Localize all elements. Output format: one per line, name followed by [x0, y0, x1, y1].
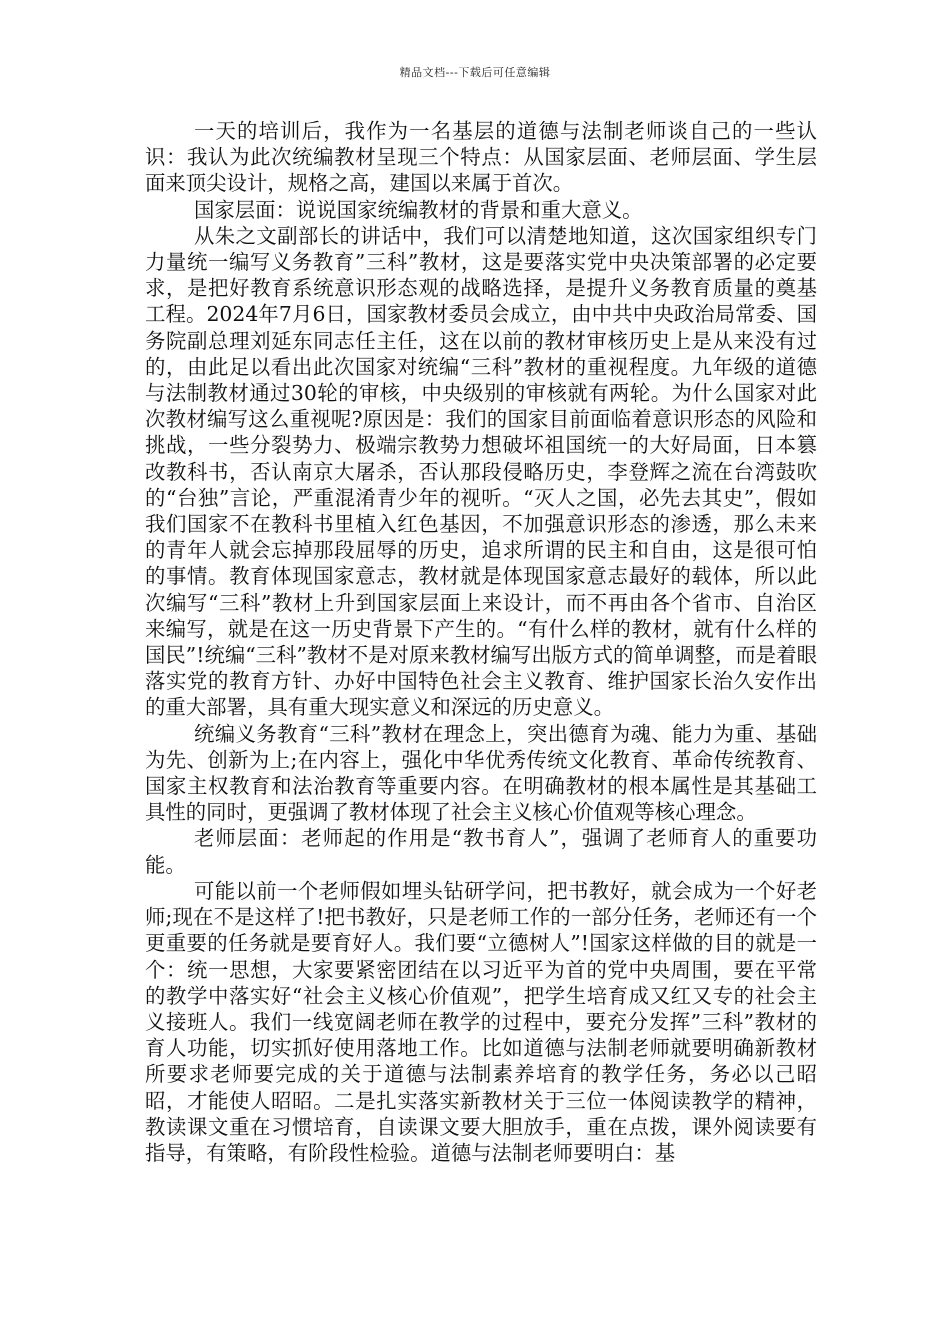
paragraph-national-heading: 国家层面：说说国家统编教材的背景和重大意义。 — [193, 197, 643, 222]
paragraph-national-background: 从朱之文副部长的讲话中，我们可以清楚地知道，这次国家组织专门力量统一编写义务教育”三科”教材，这是要落实党中央决策部署的必定要求，是把好教育系统意识形态观的战略选择，是提升义务教育质量的奠基工程。2024年7月6日，国家教材委员会成立，由中共中央政治局常委、国务院副总理刘延东同志任主任，这在以前的教材审核历史上是从来没有过的，由此足以看出此次国家对统编“三科”教材的重视程度。九年级的道德与法制教材通过30轮的审核，中央级别的审核就有两轮。为什么国家对此次教材编写这么重视呢?原因是：我们的国家目前面临着意识形态的风险和挑战，一些分裂势力、极端宗教势力想破坏祖国统一的大好局面，日本篡改教科书，否认南京大屠杀，否认那段侵略历史，李登辉之流在台湾鼓吹的“台独”言论，严重混淆青少年的视听。“灭人之国，必先去其史”，假如我们国家不在教科书里植入红色基因，不加强意识形态的渗透，那么未来的青年人就会忘掉那段屈辱的历史，追求所谓的民主和自由，这是很可怕的事情。教育体现国家意志，教材就是体现国家意志最好的载体，所以此次编写“三科”教材上升到国家层面上来设计，而不再由各个省市、自治区来编写，就是在这一历史背景下产生的。“有什么样的教材，就有什么样的国民”!统编“三科”教材不是对原来教材编写出版方式的简单调整，而是着眼落实党的教育方针、办好中国特色社会主义教育、维护国家长治久安作出的重大部署，具有重大现实意义和深远的历史意义。 — [145, 223, 817, 720]
document-body — [145, 118, 817, 1166]
paragraph-teacher-heading: 老师层面：老师起的作用是“教书育人”，强调了老师育人的重要功能。 — [145, 826, 817, 877]
paragraph-teacher-role: 可能以前一个老师假如埋头钻研学问，把书教好，就会成为一个好老师;现在不是这样了!把书教好，只是老师工作的一部分任务，老师还有一个更重要的任务就是要育好人。我们要“立德树人”!国家这样做的目的就是一个：统一思想，大家要紧密团结在以习近平为首的党中央周围，要在平常的教学中落实好“社会主义核心价值观”，把学生培育成又红又专的社会主义接班人。我们一线宽阔老师在教学的过程中，要充分发挥”三科”教材的育人功能，切实抓好使用落地工作。比如道德与法制老师就要明确新教材所要求老师要完成的关于道德与法制素养培育的教学任务，务必以己昭昭，才能使人昭昭。二是扎实落实新教材关于三位一体阅读教学的精神，教读课文重在习惯培育，自读课文要大胆放手，重在点拨，课外阅读要有指导，有策略，有阶段性检验。道德与法制老师要明白：基 — [145, 878, 817, 1165]
paragraph-textbook-concept: 统编义务教育“三科”教材在理念上，突出德育为魂、能力为重、基础为先、创新为上;在内容上，强化中华优秀传统文化教育、革命传统教育、国家主权教育和法治教育等重要内容。在明确教材的根本属性是其基础工具性的同时，更强调了教材体现了社会主义核心价值观等核心理念。 — [145, 721, 817, 825]
page-header: 精品文档---下载后可任意编辑 — [399, 66, 551, 79]
paragraph-intro: 一天的培训后，我作为一名基层的道德与法制老师谈自己的一些认识：我认为此次统编教材呈现三个特点：从国家层面、老师层面、学生层面来顶尖设计，规格之高，建国以来属于首次。 — [145, 119, 817, 196]
